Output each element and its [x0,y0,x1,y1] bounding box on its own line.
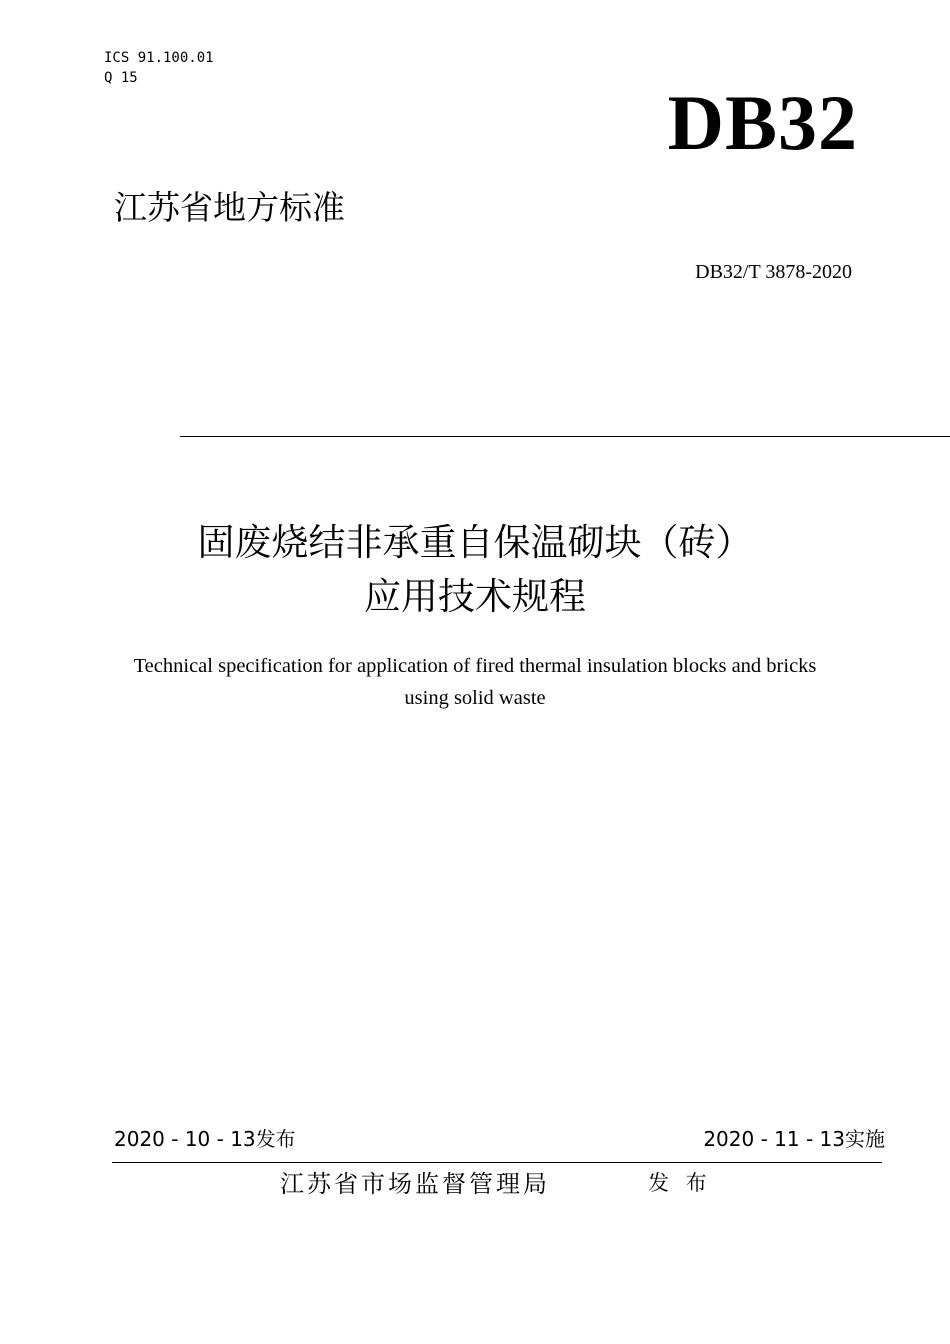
title-en-line1: Technical specification for application of fired thermal insulation blocks and bricks [133,655,817,677]
bottom-divider [112,1162,882,1163]
issued-label: 发 布 [648,1171,712,1195]
issuing-authority: 江苏省市场监督管理局 [280,1170,550,1198]
standard-type: 江苏省地方标准 [114,188,345,227]
top-divider [180,436,950,437]
ccs-code: Q 15 [104,70,138,86]
standard-number: DB32/T 3878-2020 [695,261,852,283]
title-zh-line2: 应用技术规程 [364,575,586,618]
standard-logo: DB32 [667,79,858,166]
issue-date: 2020 - 10 - 13发布 [114,1127,296,1151]
implementation-date: 2020 - 11 - 13实施 [703,1127,885,1151]
title-en-line2: using solid waste [404,687,546,709]
title-zh-line1: 固废烧结非承重自保温砌块（砖） [197,521,753,564]
ics-code: ICS 91.100.01 [104,50,214,66]
